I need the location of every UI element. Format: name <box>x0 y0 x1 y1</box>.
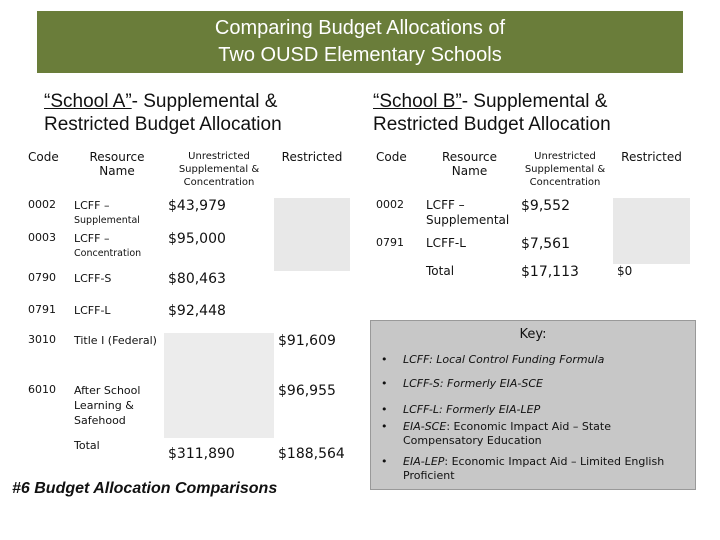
school-b-table <box>372 150 690 294</box>
banner-title-line1: Comparing Budget Allocations of <box>214 17 506 39</box>
header-restricted: Restricted <box>281 150 343 164</box>
table-row <box>372 198 690 236</box>
header-resource-name: Resource Name <box>89 150 145 178</box>
row-name: LCFF-L <box>74 304 111 317</box>
key-item-text: LCFF: Local Control Funding Formula <box>403 353 605 366</box>
school-b-title-line2: Restricted Budget Allocation <box>373 114 611 135</box>
header-unrestricted: Unrestricted Supplemental & Concentration <box>178 151 260 188</box>
row-restricted <box>613 236 690 264</box>
row-name: LCFF – <box>74 232 110 245</box>
table-row <box>372 236 690 264</box>
table-row <box>24 271 350 303</box>
row-code: 0002 <box>28 198 56 211</box>
table-row <box>24 198 350 231</box>
key-item <box>381 455 681 483</box>
key-item <box>381 353 681 367</box>
key-item <box>381 403 681 417</box>
row-code: 0791 <box>28 303 56 316</box>
header-unrestricted: Unrestricted Supplemental & Concentration <box>524 151 606 188</box>
row-unrestricted: $311,890 <box>168 446 235 462</box>
bullet-icon: • <box>381 455 388 468</box>
row-name: LCFF-S <box>74 272 112 285</box>
row-code: 0003 <box>28 231 56 244</box>
table-row <box>24 333 350 383</box>
row-name: LCFF-L <box>426 236 466 250</box>
row-unrestricted <box>164 383 274 438</box>
table-row <box>24 383 350 438</box>
row-restricted <box>274 303 350 333</box>
key-item <box>381 377 681 391</box>
table-total-row <box>372 264 690 294</box>
row-code: 0791 <box>376 236 404 249</box>
row-name: Total <box>426 264 455 278</box>
row-restricted: $0 <box>617 264 633 278</box>
banner-title-line2: Two OUSD Elementary Schools <box>218 44 502 66</box>
row-code: 0790 <box>28 271 56 284</box>
row-unrestricted: $7,561 <box>521 236 570 252</box>
table-row <box>24 231 350 271</box>
key-item-text: : Economic Impact Aid – Limited English Proficient <box>403 455 665 482</box>
header-code: Code <box>376 150 407 164</box>
school-a-title-line2: Restricted Budget Allocation <box>44 114 282 135</box>
bullet-icon: • <box>381 420 388 433</box>
row-unrestricted: $95,000 <box>168 231 226 247</box>
row-name-cell <box>70 198 164 231</box>
school-b-heading <box>373 90 611 136</box>
row-unrestricted: $17,113 <box>521 264 579 280</box>
row-restricted <box>274 231 350 271</box>
key-item-term: EIA-LEP <box>403 455 445 468</box>
school-a-table <box>24 150 350 472</box>
row-code: 3010 <box>28 333 56 346</box>
school-b-label: “School B” <box>373 91 462 112</box>
row-name-cell <box>70 231 164 271</box>
school-b-title-rest: - Supplemental & <box>461 91 608 112</box>
row-code: 6010 <box>28 383 56 396</box>
row-name: LCFF – <box>74 199 110 212</box>
row-name-sub: Concentration <box>74 248 142 259</box>
row-name: LCFF – Supplemental <box>426 198 510 227</box>
school-a-title-rest: - Supplemental & <box>131 91 278 112</box>
bullet-icon: • <box>381 353 388 366</box>
key-item-text: LCFF-S: Formerly EIA-SCE <box>403 377 543 390</box>
key-title: Key: <box>519 327 547 342</box>
row-unrestricted: $80,463 <box>168 271 226 287</box>
row-restricted: $188,564 <box>278 446 345 462</box>
bullet-icon: • <box>381 403 388 416</box>
row-unrestricted: $9,552 <box>521 198 570 214</box>
school-a-label: “School A” <box>44 91 132 112</box>
row-restricted: $96,955 <box>278 383 336 399</box>
row-unrestricted <box>164 333 274 383</box>
row-unrestricted: $43,979 <box>168 198 226 214</box>
row-restricted <box>274 271 350 303</box>
key-box <box>370 320 696 490</box>
key-item-text: LCFF-L: Formerly EIA-LEP <box>403 403 541 416</box>
row-name: Title I (Federal) <box>74 334 157 347</box>
row-code: 0002 <box>376 198 404 211</box>
key-item-text: : Economic Impact Aid – State Compensatory Education <box>403 420 611 447</box>
title-banner <box>37 11 683 73</box>
row-code <box>24 438 70 472</box>
row-restricted: $91,609 <box>278 333 336 349</box>
row-name: After School Learning & Safehood <box>74 384 141 427</box>
table-row <box>24 303 350 333</box>
header-resource-name: Resource Name <box>441 150 498 178</box>
bullet-icon: • <box>381 377 388 390</box>
table-header-row <box>24 150 350 198</box>
key-item <box>381 420 681 448</box>
row-name: Total <box>74 439 100 452</box>
school-a-heading <box>44 90 282 136</box>
footer-caption: #6 Budget Allocation Comparisons <box>12 480 278 497</box>
header-restricted: Restricted <box>621 150 682 164</box>
row-code <box>372 264 422 294</box>
row-restricted <box>274 198 350 231</box>
table-total-row <box>24 438 350 472</box>
row-restricted <box>613 198 690 236</box>
key-item-term: EIA-SCE <box>403 420 447 433</box>
row-unrestricted: $92,448 <box>168 303 226 319</box>
header-code: Code <box>28 150 59 164</box>
row-name-sub: Supplemental <box>74 215 140 226</box>
table-header-row <box>372 150 690 198</box>
